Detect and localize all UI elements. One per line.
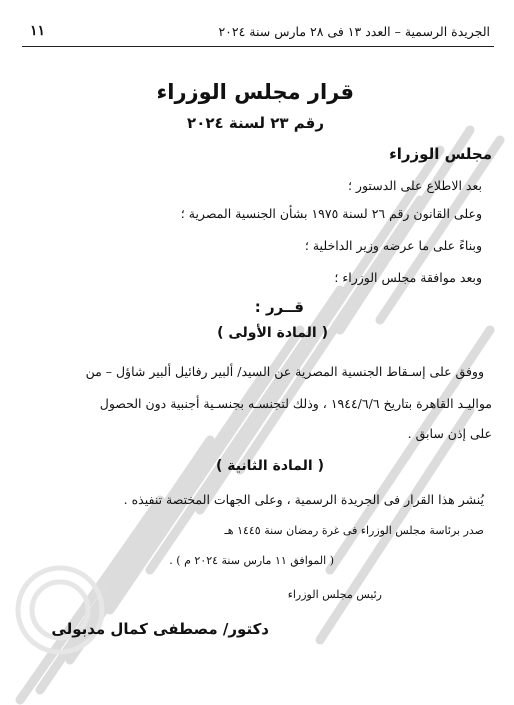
article-1-text: ووفق على إسـقاط الجنسية المصرية عن السيد/ ألبير رفائيل ألبير شاؤل – من [85, 364, 484, 379]
running-title: الجريدة الرسمية – العدد ١٣ فى ٢٨ مارس سنة ٢٠٢٤ [218, 24, 490, 39]
decree-title: قرار مجلس الوزراء [156, 80, 354, 104]
signatory-name: دكتور/ مصطفى كمال مدبولى [51, 620, 269, 638]
running-header [22, 22, 494, 47]
article-2-text: يُنشر هذا القرار فى الجريدة الرسمية ، وعلى الجهات المختصة تنفيذه . [123, 492, 484, 507]
preamble-line: بعد الاطلاع على الدستور ؛ [347, 178, 482, 193]
issue-date-gregorian: ( الموافق ١١ مارس سنة ٢٠٢٤ م ) . [169, 554, 334, 567]
article-1-text: مواليـد القاهرة بتاريخ ١٩٤٤/٦/٦ ، وذلك لتجنسـه بجنسـية أجنبية دون الحصول [99, 396, 492, 411]
article-1-text: على إذن سابق . [407, 426, 492, 441]
signatory-title: رئيس مجلس الوزراء [287, 588, 382, 601]
issue-date-hijri: صدر برئاسة مجلس الوزراء فى غرة رمضان سنة ١٤٤٥ هـ [224, 524, 484, 537]
article-2-heading: ( المادة الثانية ) [215, 458, 324, 474]
decided-heading: قــرر : [254, 298, 304, 316]
page-number: ١١ [30, 23, 46, 39]
decree-number: رقم ٢٣ لسنة ٢٠٢٤ [187, 114, 324, 132]
decree-issuer: مجلس الوزراء [389, 145, 492, 163]
article-1-heading: ( المادة الأولى ) [217, 325, 328, 341]
preamble-line: وبعد موافقة مجلس الوزراء ؛ [334, 270, 482, 285]
preamble-line: وبناءً على ما عرضه وزير الداخلية ؛ [304, 238, 482, 253]
preamble-line: وعلى القانون رقم ٢٦ لسنة ١٩٧٥ بشأن الجنسية المصرية ؛ [180, 206, 482, 221]
